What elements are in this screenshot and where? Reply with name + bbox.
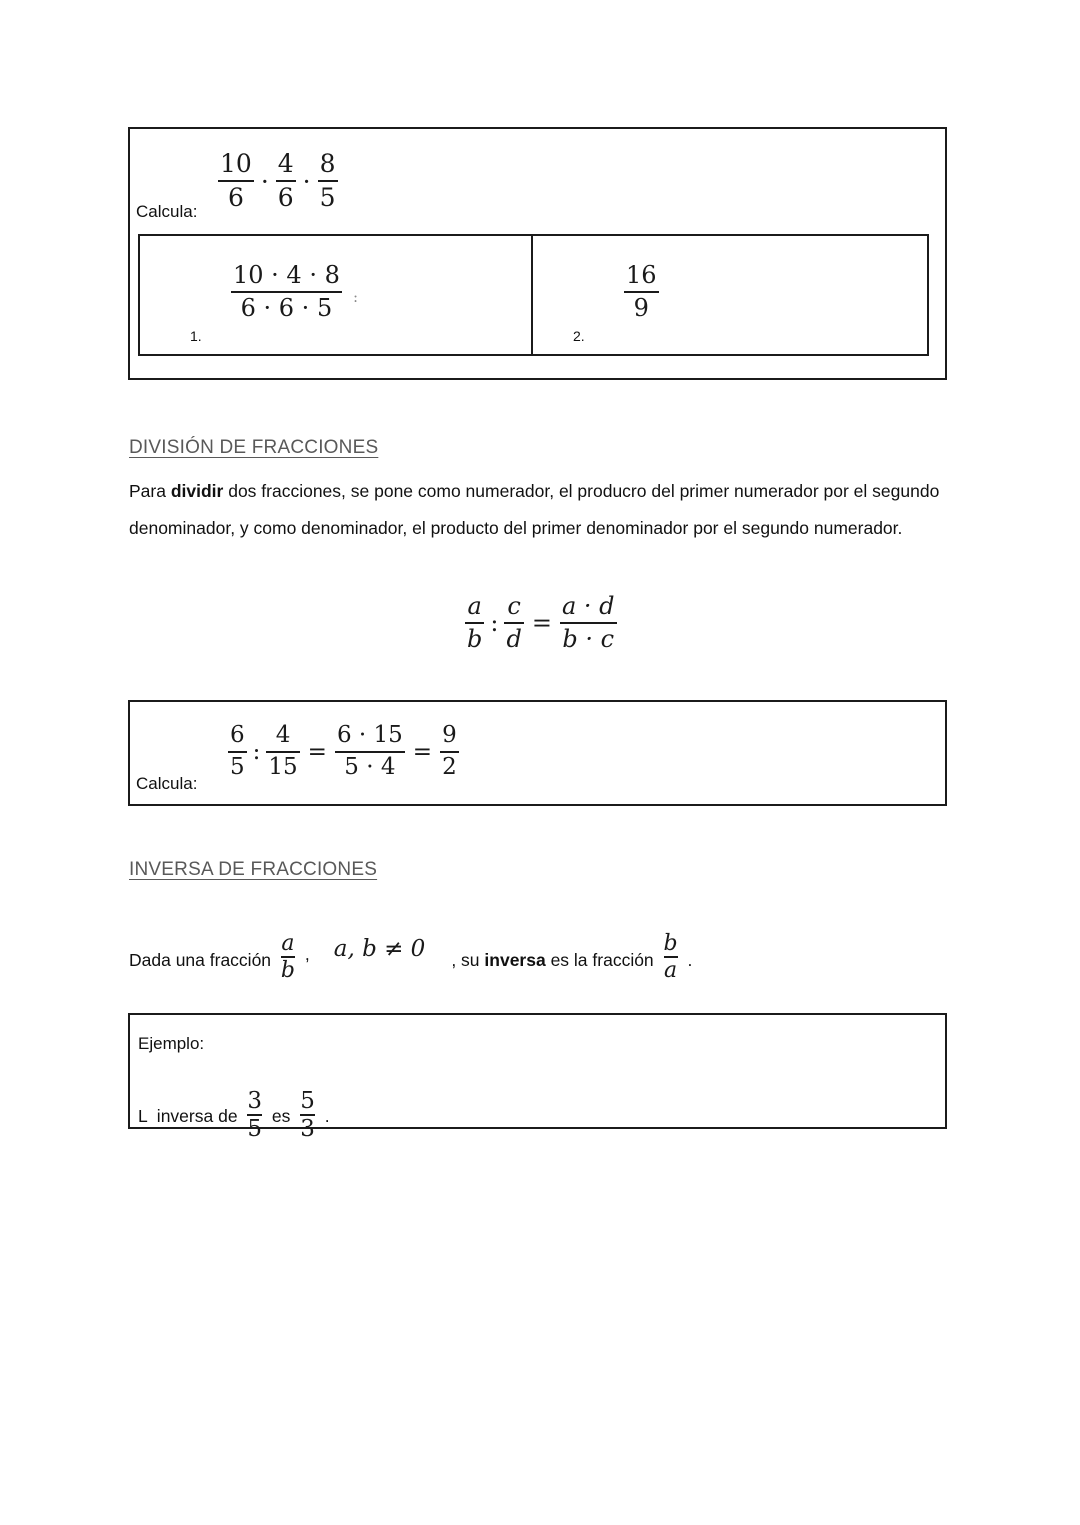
inline-fraction-5-3: $\frac{5}{3}$ (300, 1088, 315, 1142)
fraction-bar (440, 751, 459, 753)
ejemplo-title: Ejemplo: (138, 1034, 205, 1053)
option-2-fraction (621, 253, 662, 331)
formula-fraction-a-b: $\frac{a}{b}$ (467, 592, 483, 653)
paragraph-bold-dividir: dividir (170, 481, 224, 501)
answer-option-2[interactable] (533, 236, 927, 354)
paragraph-division (129, 473, 959, 547)
fraction-bar (560, 622, 617, 624)
inversa-definition-line (129, 931, 693, 998)
option-1-trailing-colon: : (353, 288, 359, 306)
ejemplo-inversa-line (138, 1088, 330, 1155)
multiplication-expression (215, 146, 341, 216)
example-divide-operator: : (252, 738, 261, 765)
multiply-operator-1: · (260, 166, 269, 196)
formula-fraction-result: $\frac{a \cdot d}{b \cdot c}$ (561, 592, 615, 653)
fraction-bar (276, 180, 296, 182)
division-example-expression (225, 716, 462, 788)
calcula-label-multiplication: Calcula: (136, 202, 198, 221)
fraction-bar (218, 180, 254, 182)
ejemplo-text-2: es (267, 1106, 296, 1126)
paragraph-part-2: dos fracciones, se pone como numerador, el producro del primer numerador por el segundo denominador, y como denominador, el producto del primer denominador por el segundo numerador. (129, 481, 940, 538)
fraction-4-15: $\frac{4}{15}$ (268, 722, 298, 780)
fraction-bar (504, 622, 523, 624)
multiplication-exercise-box (128, 127, 947, 380)
division-formula (462, 587, 620, 659)
calcula-label-division: Calcula: (136, 774, 198, 793)
multiply-operator-2: · (302, 166, 311, 196)
fraction-bar (624, 291, 659, 293)
fraction-bar (231, 291, 342, 293)
paragraph-part-1: Para (129, 481, 171, 501)
fraction-16-9: $\frac{16}{9}$ (626, 261, 657, 322)
formula-equals-operator: = (531, 609, 552, 637)
fraction-product: $\frac{10 \cdot 4 \cdot 8}{6 \cdot 6 \cdot 5}$ (233, 261, 340, 322)
example-equals-1: = (307, 738, 327, 765)
inline-fraction-a-b: $\frac{a}{b}$ (280, 931, 295, 983)
division-example-box (128, 700, 947, 806)
option-1-marker: 1. (190, 328, 202, 344)
option-1-fraction (228, 253, 345, 331)
inline-fraction-3-5: $\frac{3}{5}$ (247, 1088, 263, 1142)
fraction-9-2: $\frac{9}{2}$ (442, 722, 457, 780)
option-2-marker: 2. (573, 328, 585, 344)
fraction-bar (266, 751, 299, 753)
answer-option-1[interactable] (140, 236, 533, 354)
inversa-text-4: es la fracción (545, 950, 659, 970)
inline-fraction-b-a: $\frac{b}{a}$ (663, 931, 678, 983)
inversa-bold-word: inversa (484, 950, 546, 970)
inversa-example-box (128, 1013, 947, 1142)
inversa-text-1: Dada una fracción (129, 950, 276, 970)
fraction-6-5: $\frac{6}{5}$ (230, 722, 245, 780)
fraction-6x15-5x4: $\frac{6 \cdot 15}{5 \cdot 4}$ (336, 722, 403, 780)
formula-divide-operator: : (490, 609, 499, 637)
fraction-4-6: $\frac{4}{6}$ (277, 149, 294, 212)
answer-options-table (138, 234, 929, 356)
fraction-bar (318, 180, 338, 182)
heading-division-de-fracciones: DIVISIÓN DE FRACCIONES (129, 437, 379, 458)
fraction-bar (335, 751, 405, 753)
example-equals-2: = (412, 738, 433, 765)
fraction-8-5: $\frac{8}{5}$ (319, 149, 336, 212)
fraction-bar (228, 751, 247, 753)
ejemplo-text-3: . (319, 1106, 330, 1126)
inversa-text-2: , (300, 944, 310, 964)
inversa-text-3: , su (451, 950, 485, 970)
heading-inversa-de-fracciones: INVERSA DE FRACCIONES (129, 859, 378, 880)
ejemplo-text-1: L inversa de (138, 1106, 243, 1126)
fraction-bar (465, 622, 484, 624)
inversa-text-5: . (682, 950, 693, 970)
fraction-10-6: $\frac{10}{6}$ (220, 149, 252, 212)
formula-fraction-c-d: $\frac{c}{d}$ (506, 592, 522, 653)
inversa-condition: a, b ≠ 0 (333, 936, 426, 962)
